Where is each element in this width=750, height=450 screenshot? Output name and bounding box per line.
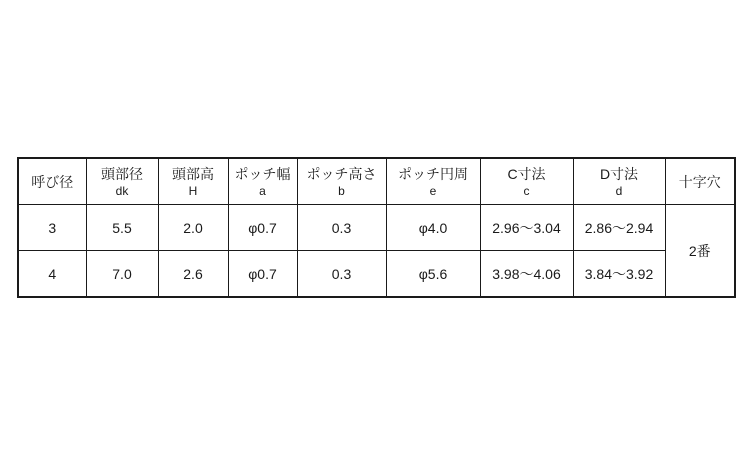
cell-d-dimension: [573, 251, 665, 298]
header-pip-circumference: [386, 158, 480, 205]
cell-head-height: [158, 251, 228, 298]
header-head-dia-label: 頭部径: [101, 165, 143, 182]
cell-value: 0.3: [331, 219, 352, 236]
cell-head-height: [158, 205, 228, 251]
cell-value: 5.5: [112, 219, 132, 236]
header-row: [18, 158, 735, 205]
table-row: [18, 205, 735, 251]
cell-value: φ5.6: [418, 265, 448, 282]
cell-pip-circumference: [386, 205, 480, 251]
cell-pip-width: [228, 205, 297, 251]
header-pip-height: [297, 158, 386, 205]
cell-value: φ0.7: [248, 219, 277, 236]
header-pip-width-symbol: a: [259, 183, 266, 198]
header-pip-height-symbol: b: [338, 183, 345, 198]
header-pip-height-label: ポッチ高さ: [306, 165, 377, 182]
cell-value: 0.3: [331, 265, 352, 282]
cell-value: 3.84〜3.92: [584, 265, 654, 282]
header-head-height-label: 頭部高: [172, 165, 214, 182]
cell-d-dimension: [573, 205, 665, 251]
header-pip-width: [228, 158, 297, 205]
cell-value: 7.0: [112, 265, 132, 282]
cell-value: 2.6: [183, 265, 203, 282]
cell-pip-width: [228, 251, 297, 298]
header-c-dimension-label: C寸法: [507, 165, 546, 182]
header-pip-width-label: ポッチ幅: [234, 165, 291, 182]
cell-pip-circumference: [386, 251, 480, 298]
cell-value: 2.96〜3.04: [492, 219, 561, 236]
cell-head-dia: [86, 205, 158, 251]
header-nominal-dia-label: 呼び径: [31, 173, 74, 190]
header-head-height-symbol: H: [188, 183, 198, 198]
cell-pip-height: [297, 205, 386, 251]
header-d-dimension-symbol: d: [615, 183, 623, 198]
spec-table-container: [17, 157, 736, 298]
cell-pip-height: [297, 251, 386, 298]
cell-cross-recess-merged: [665, 205, 735, 298]
header-d-dimension-label: D寸法: [599, 165, 639, 182]
cell-value: 4: [48, 265, 57, 282]
spec-table: [17, 157, 736, 298]
header-c-dimension: [480, 158, 573, 205]
header-head-dia: [86, 158, 158, 205]
header-c-dimension-symbol: c: [523, 183, 530, 198]
header-cross-recess-label: 十字穴: [678, 173, 721, 190]
cell-value: 2.0: [183, 219, 203, 236]
header-head-height: [158, 158, 228, 205]
header-d-dimension: [573, 158, 665, 205]
cell-nominal-dia: [18, 251, 86, 298]
header-nominal-dia: [18, 158, 86, 205]
header-head-dia-symbol: dk: [115, 183, 129, 198]
cell-value: φ4.0: [418, 219, 448, 236]
table-row: [18, 251, 735, 298]
cell-value: 3: [48, 219, 57, 236]
cell-value: 2番: [688, 242, 711, 259]
cell-c-dimension: [480, 205, 573, 251]
cell-nominal-dia: [18, 205, 86, 251]
cell-value: 2.86〜2.94: [584, 219, 654, 236]
cell-value: 3.98〜4.06: [492, 265, 561, 282]
header-cross-recess: [665, 158, 735, 205]
cell-head-dia: [86, 251, 158, 298]
header-pip-circumference-symbol: e: [429, 183, 437, 198]
cell-value: φ0.7: [248, 265, 277, 282]
cell-c-dimension: [480, 251, 573, 298]
header-pip-circumference-label: ポッチ円周: [398, 165, 468, 182]
